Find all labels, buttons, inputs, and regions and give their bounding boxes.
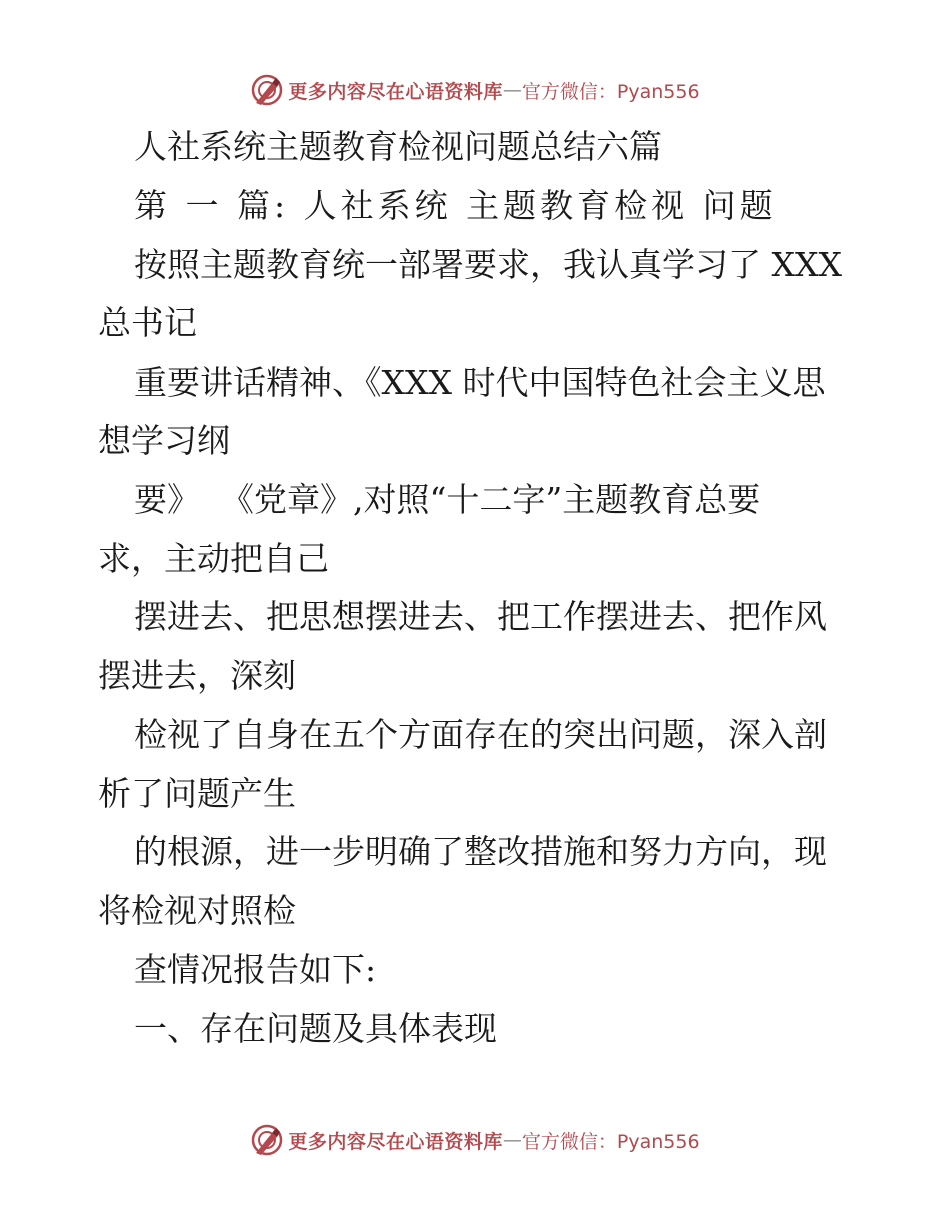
paragraph-line: 想学习纲 [98, 421, 230, 460]
banner-brand-text: 更多内容尽在心语资料库 [288, 1130, 503, 1153]
paragraph-line: 重要讲话精神、《XXX 时代中国特色社会主义思 [134, 363, 826, 402]
paragraph-line: 摆进去，深刻 [98, 656, 296, 695]
document-title: 人社系统主题教育检视问题总结六篇 [134, 127, 662, 166]
paragraph-line: 析了问题产生 [98, 774, 296, 813]
banner-separator: — [502, 79, 522, 101]
banner-brand-text: 更多内容尽在心语资料库 [288, 80, 503, 103]
banner-wechat-text: 官方微信：Pyan556 [521, 1130, 700, 1153]
pen-circle-logo-icon [250, 1123, 284, 1157]
paragraph-line: 按照主题教育统一部署要求，我认真学习了 XXX [134, 245, 842, 284]
paragraph-line: 总书记 [98, 303, 197, 342]
banner-separator: — [502, 1129, 522, 1151]
section-heading: 第 一 篇: 人社系统 主题教育检视 问题 [134, 186, 777, 225]
paragraph-line: 摆进去、把思想摆进去、把工作摆进去、把作风 [134, 597, 827, 636]
pen-circle-logo-icon [250, 73, 284, 107]
paragraph-line: 要》 《党章》,对照“十二字”主题教育总要 [134, 480, 761, 519]
header-banner [0, 72, 950, 108]
paragraph-line: 的根源，进一步明确了整改措施和努力方向，现 [134, 832, 827, 871]
paragraph-line: 检视了自身在五个方面存在的突出问题，深入剖 [134, 715, 827, 754]
subsection-heading: 一、存在问题及具体表现 [134, 1009, 497, 1048]
footer-banner [0, 1122, 950, 1158]
paragraph-line: 将检视对照检 [98, 891, 296, 930]
paragraph-line: 求，主动把自己 [98, 539, 329, 578]
banner-wechat-text: 官方微信：Pyan556 [521, 80, 700, 103]
paragraph-line: 查情况报告如下: [134, 950, 377, 989]
